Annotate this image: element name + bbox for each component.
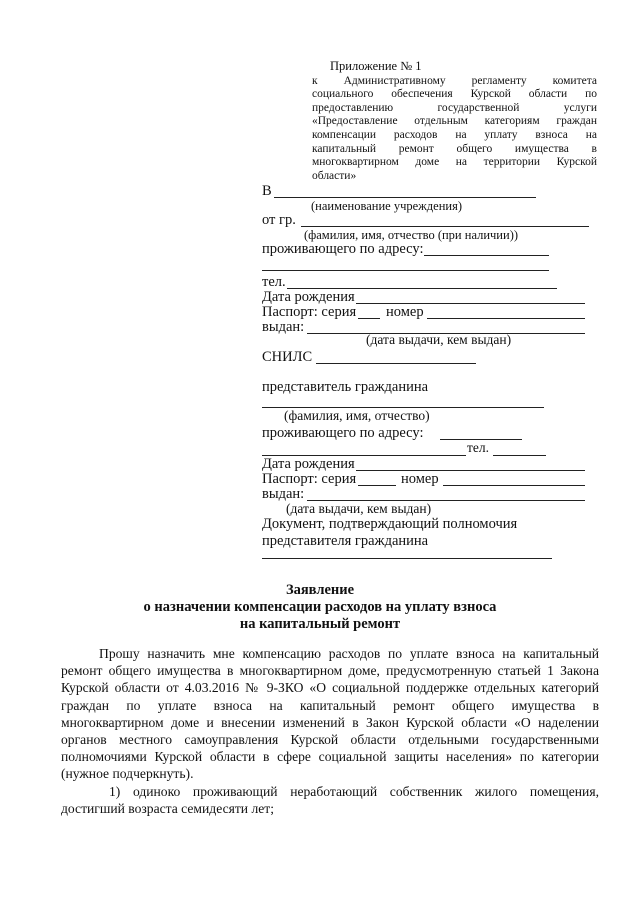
paragraph-line: (нужное подчеркнуть). <box>61 766 194 782</box>
rep-birth-date-field[interactable] <box>356 470 585 471</box>
residing-label: проживающего по адресу: <box>262 241 424 257</box>
paragraph-line: органов местного самоуправления Курской области отдельными государственными <box>61 732 599 748</box>
statement-paragraph <box>61 645 599 817</box>
category-item-1-cont[interactable]: достигший возраста семидесяти лет; <box>61 800 275 816</box>
annex-line: многоквартирном доме на территории Курской <box>312 156 597 169</box>
rep-residing-label: проживающего по адресу: <box>262 425 424 441</box>
rep-passport-number-label: номер <box>401 471 439 487</box>
annex-line: предоставлению государственной услуги <box>312 101 597 114</box>
rep-issued-hint: (дата выдачи, кем выдан) <box>286 501 432 516</box>
fio-hint: (фамилия, имя, отчество (при наличии)) <box>304 228 519 242</box>
rep-passport-number-field[interactable] <box>443 485 585 486</box>
category-item-1[interactable]: 1) одиноко проживающий неработающий собственник жилого помещения, <box>109 783 599 799</box>
rep-passport-series-label: Паспорт: серия <box>262 471 357 487</box>
passport-number-field[interactable] <box>427 318 585 319</box>
institution-hint: (наименование учреждения) <box>311 199 462 213</box>
authority-document-field[interactable] <box>262 558 552 559</box>
annex-line: области» <box>312 169 357 182</box>
passport-series-field[interactable] <box>358 318 380 319</box>
paragraph-line: многоквартирном доме и внесении изменений в Закон Курской области «О наделении <box>61 714 599 730</box>
issued-hint: (дата выдачи, кем выдан) <box>366 332 512 347</box>
paragraph-line: полномочиями Курской области в сфере социальной защиты населения» по категории <box>61 749 599 765</box>
annex-line: «Предоставление отдельным категориям граждан <box>312 115 597 128</box>
snils-label: СНИЛС <box>262 349 313 365</box>
annex-block <box>312 60 597 183</box>
paragraph-line: граждан по уплате взноса на капитальный ремонт общего имущества в <box>61 697 599 713</box>
statement-title: Заявление <box>285 582 355 598</box>
applicant-name-field[interactable] <box>301 226 589 227</box>
institution-field[interactable] <box>274 197 536 198</box>
statement-subtitle: на капитальный ремонт <box>239 616 401 632</box>
doc-label: представителя гражданина <box>262 533 429 549</box>
paragraph-line: Прошу назначить мне компенсацию расходов по уплате взноса на капитальный <box>99 646 599 661</box>
annex-line: социального обеспечения Курской области по <box>312 88 597 101</box>
rep-phone-label: тел. <box>467 440 490 455</box>
rep-issued-label: выдан: <box>262 486 305 502</box>
snils-field[interactable] <box>316 363 476 364</box>
from-label: от гр. <box>262 212 296 228</box>
rep-passport-series-field[interactable] <box>358 485 396 486</box>
rep-fio-hint: (фамилия, имя, отчество) <box>284 408 430 423</box>
statement-subtitle: о назначении компенсации расходов на уплату взноса <box>143 599 497 615</box>
paragraph-line: ремонт общего имущества в многоквартирном доме, предусмотренную статьей 1 Закона <box>61 663 599 679</box>
paragraph-line: Курской области от 4.03.2016 № 9-ЗКО «О социальной поддержке отдельных категорий <box>61 680 599 696</box>
birth-label: Дата рождения <box>262 289 355 305</box>
address-field[interactable] <box>424 255 549 256</box>
passport-number-label: номер <box>386 304 424 320</box>
annex-line: капитальный ремонт общего имущества в <box>312 142 597 155</box>
annex-line: к Административному регламенту комитета <box>312 74 597 87</box>
address-field-line2[interactable] <box>262 270 549 271</box>
representative-label: представитель гражданина <box>262 379 429 395</box>
rep-phone-field[interactable] <box>493 455 546 456</box>
to-label: В <box>262 183 272 199</box>
annex-line: компенсации расходов на уплату взноса на <box>312 128 597 141</box>
rep-birth-label: Дата рождения <box>262 456 355 472</box>
annex-title: Приложение № 1 <box>330 59 422 73</box>
passport-series-label: Паспорт: серия <box>262 304 357 320</box>
doc-label: Документ, подтверждающий полномочия <box>262 516 518 532</box>
issued-label: выдан: <box>262 319 305 335</box>
phone-label: тел. <box>262 274 286 290</box>
